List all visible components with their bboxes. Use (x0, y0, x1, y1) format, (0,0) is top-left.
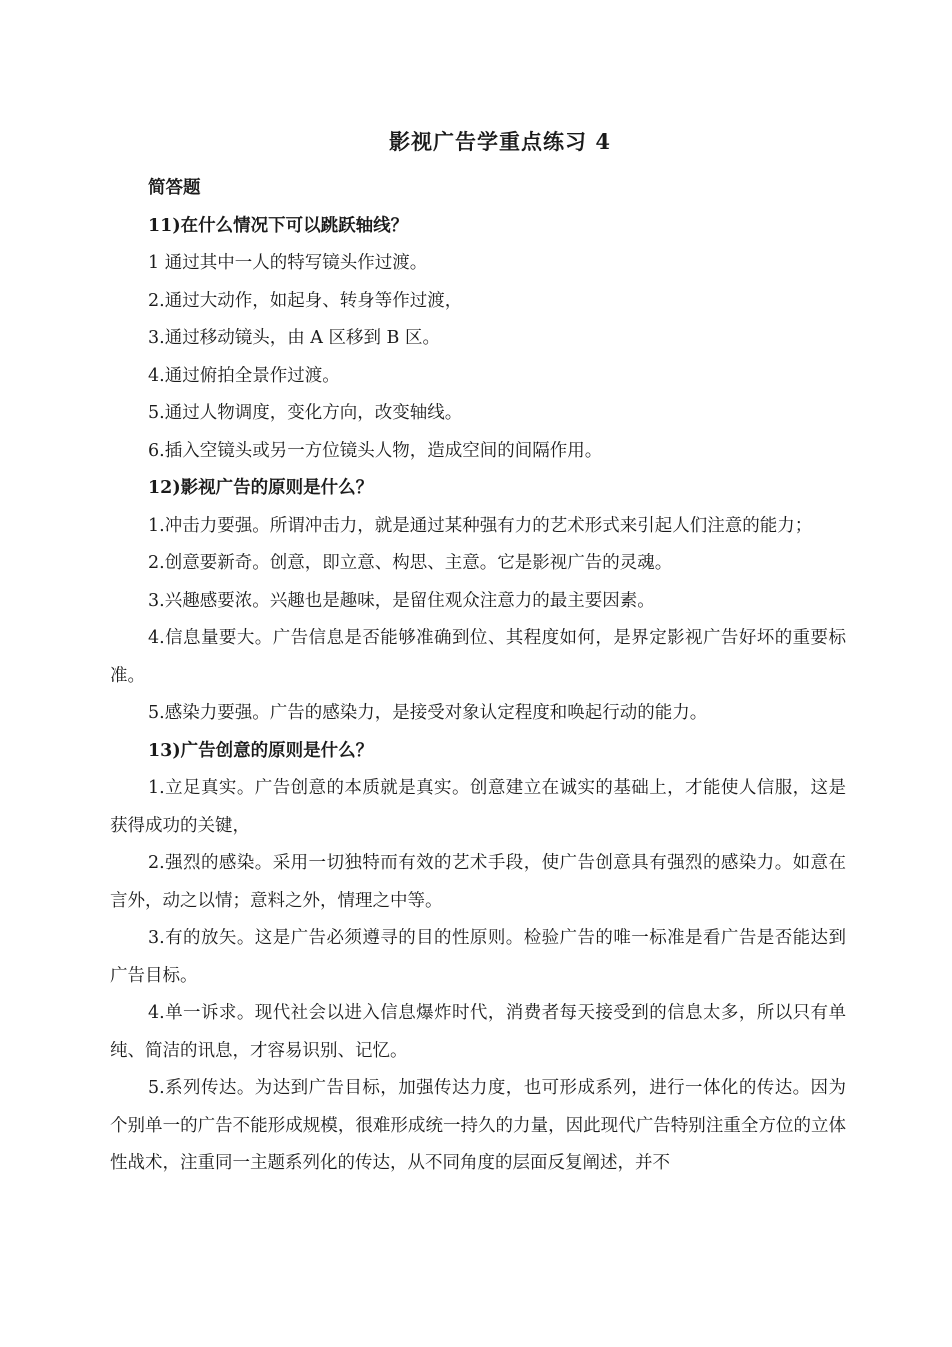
answer-12-item-5: 5.感染力要强。广告的感染力，是接受对象认定程度和唤起行动的能力。 (148, 703, 708, 723)
answer-11-item-1: 1 通过其中一人的特写镜头作过渡。 (148, 253, 428, 273)
answer-11-item-4: 4.通过俯拍全景作过渡。 (148, 365, 340, 386)
answer-11-item-3: 3.通过移动镜头，由 A 区移到 B 区。 (148, 328, 440, 348)
answer-13-item-5: 5.系列传达。为达到广告目标，加强传达力度，也可形成系列，进行一体化的传达。因为个别单一的广告不能形成规模，很难形成统一持久的力量，因此现代广告特别注重全方位的立体性战术，注重同一主题系列化的传达，从不同角度的层面反复阐述，并不 (110, 1078, 846, 1173)
answer-13-item-2: 2.强烈的感染。采用一切独特而有效的艺术手段，使广告创意具有强烈的感染力。如意在言外，动之以情；意料之外，情理之中等。 (110, 853, 846, 911)
answer-11-item-5: 5.通过人物调度，变化方向，改变轴线。 (148, 403, 463, 423)
answer-13-item-1: 1.立足真实。广告创意的本质就是真实。创意建立在诚实的基础上，才能使人信服，这是获得成功的关键， (110, 778, 846, 836)
answer-12-item-2: 2.创意要新奇。创意，即立意、构思、主意。它是影视广告的灵魂。 (148, 553, 673, 573)
question-13-heading: 13)广告创意的原则是什么？ (148, 740, 374, 761)
document-body (110, 170, 846, 1183)
answer-12-item-1: 1.冲击力要强。所谓冲击力，就是通过某种强有力的艺术形式来引起人们注意的能力； (148, 515, 813, 536)
section-heading: 简答题 (148, 178, 201, 198)
answer-13-item-4: 4.单一诉求。现代社会以进入信息爆炸时代，消费者每天接受到的信息太多，所以只有单纯、简洁的讯息，才容易识别、记忆。 (110, 1003, 846, 1061)
answer-11-item-2: 2.通过大动作，如起身、转身等作过渡， (148, 290, 463, 311)
answer-11-item-6: 6.插入空镜头或另一方位镜头人物，造成空间的间隔作用。 (148, 440, 603, 461)
answer-13-item-3: 3.有的放矢。这是广告必须遵寻的目的性原则。检验广告的唯一标准是看广告是否能达到广告目标。 (110, 928, 846, 986)
question-12-heading: 12)影视广告的原则是什么？ (148, 478, 374, 498)
document-title: 影视广告学重点练习 4 (389, 129, 611, 154)
answer-12-item-3: 3.兴趣感要浓。兴趣也是趣味，是留住观众注意力的最主要因素。 (148, 590, 655, 611)
answer-12-item-4: 4.信息量要大。广告信息是否能够准确到位、其程度如何，是界定影视广告好坏的重要标准。 (110, 628, 846, 686)
question-11-heading: 11)在什么情况下可以跳跃轴线？ (148, 215, 409, 236)
